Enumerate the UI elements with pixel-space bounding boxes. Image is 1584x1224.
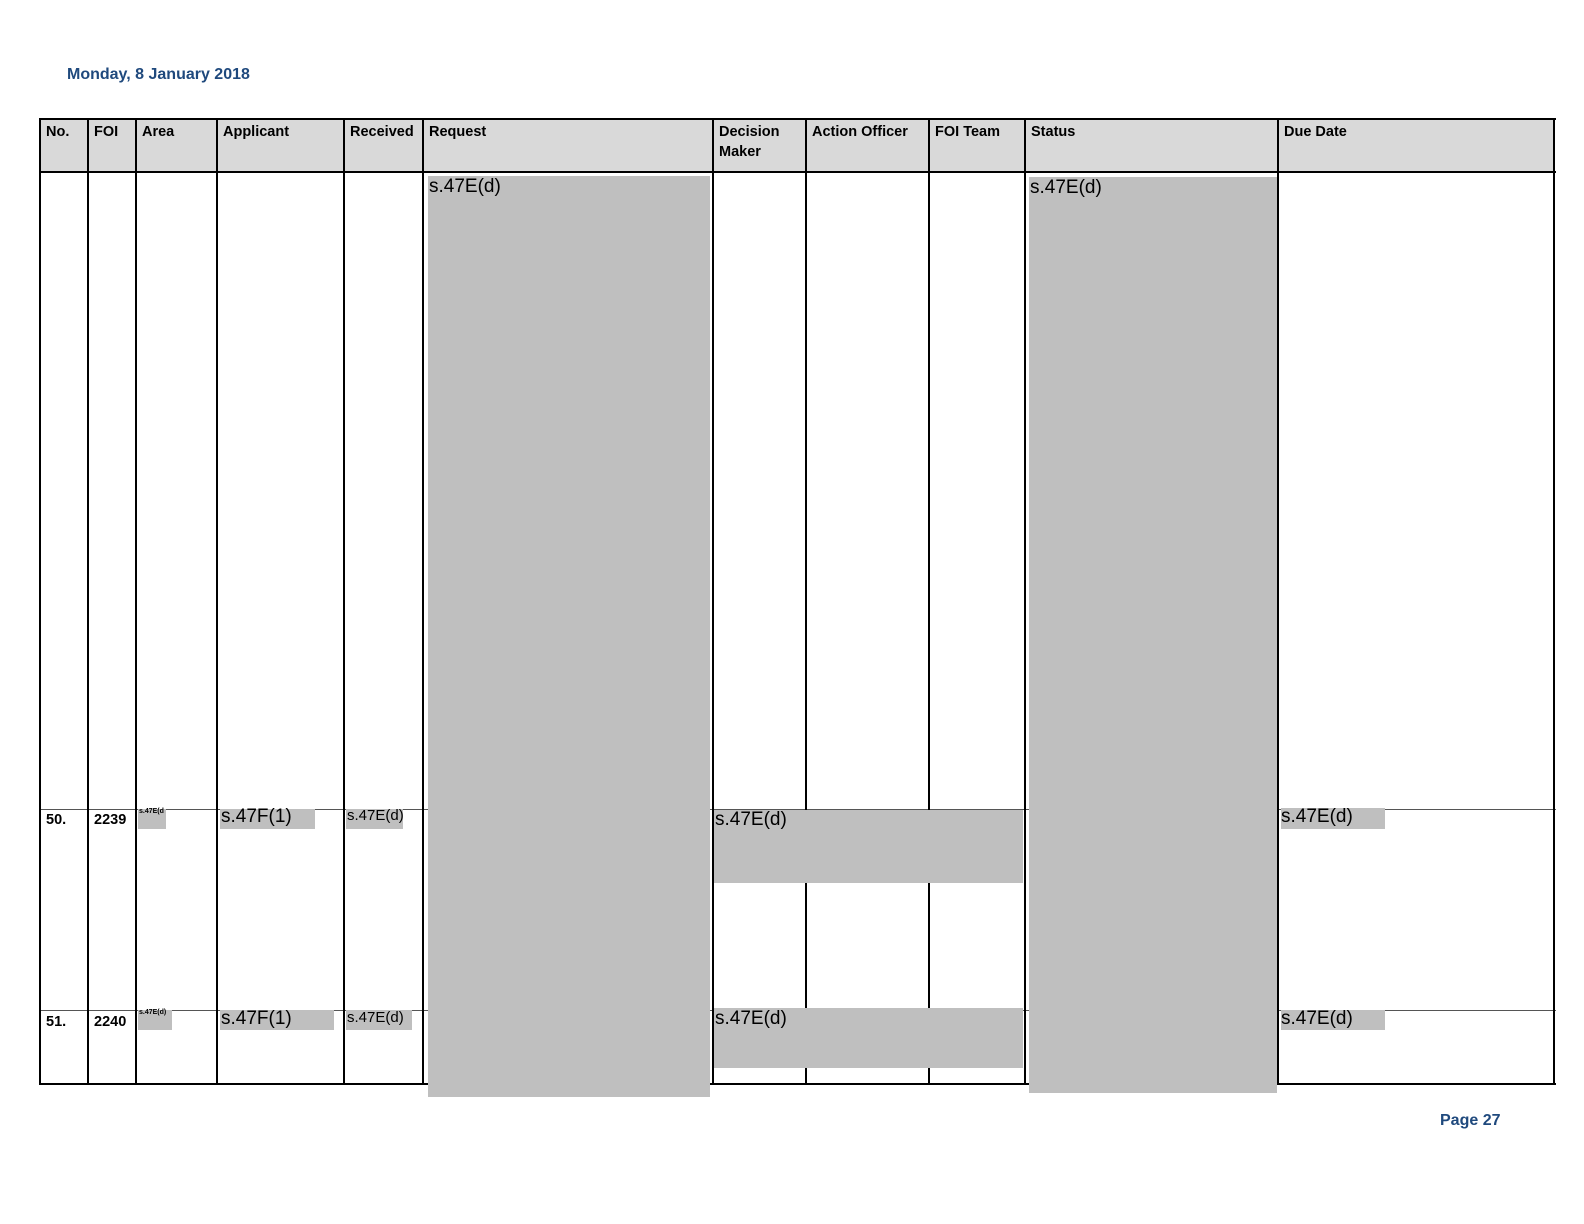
column-divider (1277, 118, 1279, 1085)
table-bottom-border (40, 1083, 1556, 1085)
applicant-redaction-label: s.47F(1) (221, 1008, 292, 1029)
foi-number: 2239 (94, 812, 127, 828)
row-number: 51. (46, 1014, 67, 1030)
col-header-applicant: Applicant (218, 120, 344, 171)
status-redaction (1029, 177, 1277, 1093)
due-date-redaction-label: s.47E(d) (1281, 1008, 1353, 1029)
status-redaction-label: s.47E(d) (1030, 177, 1102, 198)
col-header-decision-maker: Decision Maker (714, 120, 806, 171)
col-header-foi: FOI (89, 120, 136, 171)
column-divider (135, 118, 137, 1085)
column-divider (343, 118, 345, 1085)
column-divider (1024, 118, 1026, 1085)
decision-maker-redaction-label: s.47E(d) (715, 809, 787, 830)
document-date: Monday, 8 January 2018 (67, 66, 250, 83)
col-header-received: Received (345, 120, 423, 171)
column-divider (1553, 118, 1555, 1085)
page-number: Page 27 (1440, 1112, 1501, 1129)
column-divider (712, 118, 714, 1085)
column-divider (805, 118, 807, 1085)
row-number: 50. (46, 812, 67, 828)
column-divider (87, 118, 89, 1085)
col-header-no: No. (41, 120, 88, 171)
foi-number: 2240 (94, 1014, 127, 1030)
table-top-border (40, 118, 1556, 120)
area-redaction-label: s.47E(d) (139, 1009, 167, 1016)
header-bottom-border (40, 171, 1556, 173)
decision-maker-redaction-label: s.47E(d) (715, 1008, 787, 1029)
col-header-action-officer: Action Officer (807, 120, 929, 171)
request-redaction (428, 176, 710, 1097)
col-header-foi-team: FOI Team (930, 120, 1025, 171)
col-header-status: Status (1026, 120, 1278, 171)
column-divider (39, 118, 41, 1085)
area-redaction-label: s.47E(d (139, 808, 164, 815)
request-redaction-label: s.47E(d) (429, 176, 501, 197)
column-divider (422, 118, 424, 1085)
col-header-request: Request (424, 120, 713, 171)
received-redaction-label: s.47E(d) (347, 1009, 404, 1026)
col-header-due-date: Due Date (1279, 120, 1554, 171)
column-divider (928, 118, 930, 1085)
received-redaction-label: s.47E(d) (347, 807, 404, 824)
col-header-area: Area (137, 120, 217, 171)
column-divider (216, 118, 218, 1085)
due-date-redaction-label: s.47E(d) (1281, 806, 1353, 827)
applicant-redaction-label: s.47F(1) (221, 806, 292, 827)
